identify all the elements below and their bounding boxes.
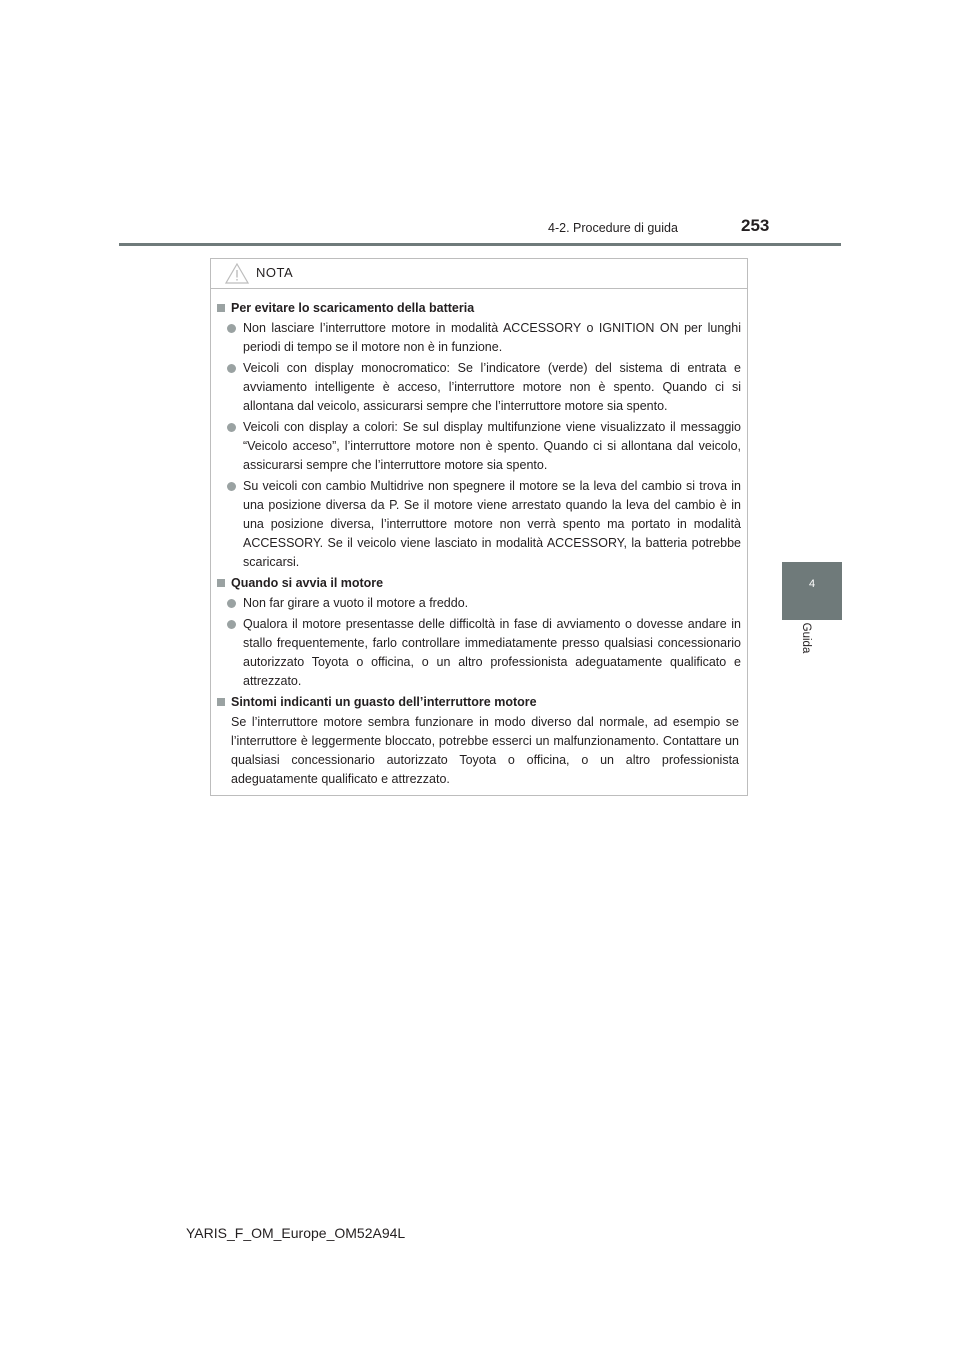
round-bullet-icon [227, 599, 236, 608]
round-bullet-icon [227, 482, 236, 491]
round-bullet-icon [227, 620, 236, 629]
note-title: NOTA [256, 265, 294, 280]
header-rule [119, 243, 841, 246]
chapter-label: Guida [800, 622, 812, 654]
warning-triangle-icon [225, 263, 249, 289]
chapter-number: 4 [808, 578, 816, 590]
round-bullet-icon [227, 324, 236, 333]
section-heading: Sintomi indicanti un guasto dell’interruttore motore [217, 693, 741, 712]
page-number: 253 [741, 216, 770, 235]
square-bullet-icon [217, 304, 225, 312]
section-paragraph: Se l’interruttore motore sembra funzionare in modo diverso dal normale, ad esempio se l’interruttore è leggermente bloccato, potrebbe esserci un malfunzionamento. Contattare un qualsiasi concessionario autorizzato Toyota o officina, o un altro professionista adeguatamente qualificato e attrezzato. [231, 715, 739, 786]
bullet-item: Veicoli con display a colori: Se sul display multifunzione viene visualizzato il messaggio “Veicolo acceso”, l’interruttore motore non è spento. Quando ci si allontana dal veicolo, assicurarsi sempre che l’interruttore motore sia spento. [217, 418, 741, 475]
bullet-item: Non far girare a vuoto il motore a freddo. [217, 594, 741, 613]
note-header [211, 259, 747, 289]
chapter-tab [782, 562, 842, 620]
note-body [217, 299, 741, 789]
bullet-item: Veicoli con display monocromatico: Se l’indicatore (verde) del sistema di entrata e avviamento intelligente è acceso, l’interruttore motore non è spento. Quando ci si allontana dal veicolo, assicurarsi sempre che l’interruttore motore sia spento. [217, 359, 741, 416]
round-bullet-icon [227, 364, 236, 373]
header-section-title: 4-2. Procedure di guida [548, 221, 678, 235]
section-heading: Quando si avvia il motore [217, 574, 741, 593]
round-bullet-icon [227, 423, 236, 432]
bullet-item: Su veicoli con cambio Multidrive non spegnere il motore se la leva del cambio si trova in una posizione diversa da P. Se il motore viene arrestato quando la leva del cambio è in una posizione diversa, l’interruttore motore non verrà spento ma portato in modalità ACCESSORY. Se il veicolo viene lasciato in modalità ACCESSORY, la batteria potrebbe scaricarsi. [217, 477, 741, 572]
square-bullet-icon [217, 698, 225, 706]
square-bullet-icon [217, 579, 225, 587]
note-box [210, 258, 748, 796]
bullet-item: Qualora il motore presentasse delle difficoltà in fase di avviamento o dovesse andare in stallo frequentemente, farlo controllare immediatamente presso qualsiasi concessionario autorizzato Toyota o officina, o un altro professionista adeguatamente qualificato e attrezzato. [217, 615, 741, 691]
section-heading: Per evitare lo scaricamento della batteria [217, 299, 741, 318]
bullet-item: Non lasciare l’interruttore motore in modalità ACCESSORY o IGNITION ON per lunghi periodi di tempo se il motore non è in funzione. [217, 319, 741, 357]
footer-document-code: YARIS_F_OM_Europe_OM52A94L [186, 1225, 406, 1241]
